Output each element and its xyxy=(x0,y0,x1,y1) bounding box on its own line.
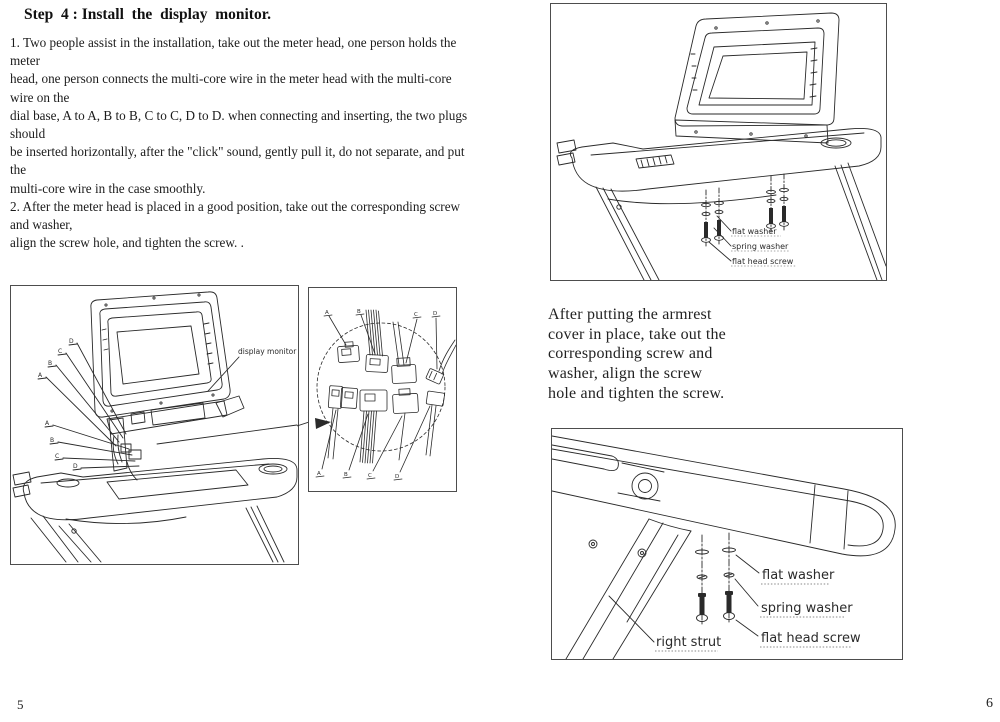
callout-letter: A xyxy=(45,420,50,427)
console-screws-figure xyxy=(550,3,887,281)
callout-letter: D xyxy=(395,474,400,480)
callout-letter: A xyxy=(325,310,329,316)
flat-head-screw-label: flat head screw xyxy=(732,257,794,266)
instruction-line: multi-core wire in the case smoothly. xyxy=(10,180,206,196)
instruction-line: wire on the xyxy=(10,89,70,105)
strut-screws-figure xyxy=(551,428,903,660)
callout-letter: B xyxy=(48,360,53,367)
main-assembly-figure xyxy=(10,285,299,565)
callout-letter: D xyxy=(433,311,438,317)
instruction-line: and washer, xyxy=(10,217,73,233)
callout-letter: C xyxy=(55,453,60,460)
note-line: cover in place, take out the xyxy=(548,325,726,343)
callout-letter: B xyxy=(50,437,55,444)
instruction-line: should xyxy=(10,126,46,142)
connector-detail-figure xyxy=(308,287,457,492)
display-monitor-label: display monitor xyxy=(238,347,297,356)
page-number-left: 5 xyxy=(17,697,24,712)
note-line: washer, align the screw xyxy=(548,365,703,383)
callout-letter: D xyxy=(69,338,74,345)
note-line: hole and tighten the screw. xyxy=(548,384,725,402)
instruction-line: meter xyxy=(10,53,41,69)
instruction-line: dial base, A to A, B to B, C to C, D to D. when connecting and inserting, the two plugs xyxy=(10,107,468,123)
instruction-line: align the screw hole, and tighten the screw. . xyxy=(10,235,244,251)
note-line: After putting the armrest xyxy=(548,306,712,323)
instruction-line: head, one person connects the multi-core wire in the meter head with the multi-core xyxy=(10,71,452,87)
instruction-text xyxy=(10,34,490,252)
right-strut-label: right strut xyxy=(656,635,722,650)
callout-letter: C xyxy=(414,312,418,318)
note-line: corresponding screw and xyxy=(548,345,713,363)
callout-letter: B xyxy=(344,472,348,478)
spring-washer-label: spring washer xyxy=(761,601,853,616)
callout-letter: B xyxy=(357,309,361,315)
callout-letter: C xyxy=(58,348,63,355)
callout-letter: C xyxy=(368,473,372,479)
instruction-line: be inserted horizontally, after the "click" sound, gently pull it, do not separate, and put xyxy=(10,144,465,160)
flat-washer-label: flat washer xyxy=(732,227,777,236)
instruction-line: 2. After the meter head is placed in a good position, take out the corresponding screw xyxy=(10,198,461,214)
armrest-note xyxy=(548,305,726,404)
callout-letter: A xyxy=(38,372,43,379)
callout-letter: A xyxy=(317,471,321,477)
page-number-right: 6 xyxy=(986,696,993,711)
detail-arrow-icon xyxy=(315,418,331,429)
flat-washer-label: flat washer xyxy=(762,568,835,583)
flat-head-screw-label: flat head screw xyxy=(761,631,861,646)
spring-washer-label: spring washer xyxy=(732,242,789,251)
step-heading: Step 4 : Install the display monitor. xyxy=(24,6,272,23)
instruction-line: the xyxy=(10,162,27,178)
instruction-line: 1. Two people assist in the installation, take out the meter head, one person holds the xyxy=(10,35,457,50)
callout-letter: D xyxy=(73,463,78,470)
